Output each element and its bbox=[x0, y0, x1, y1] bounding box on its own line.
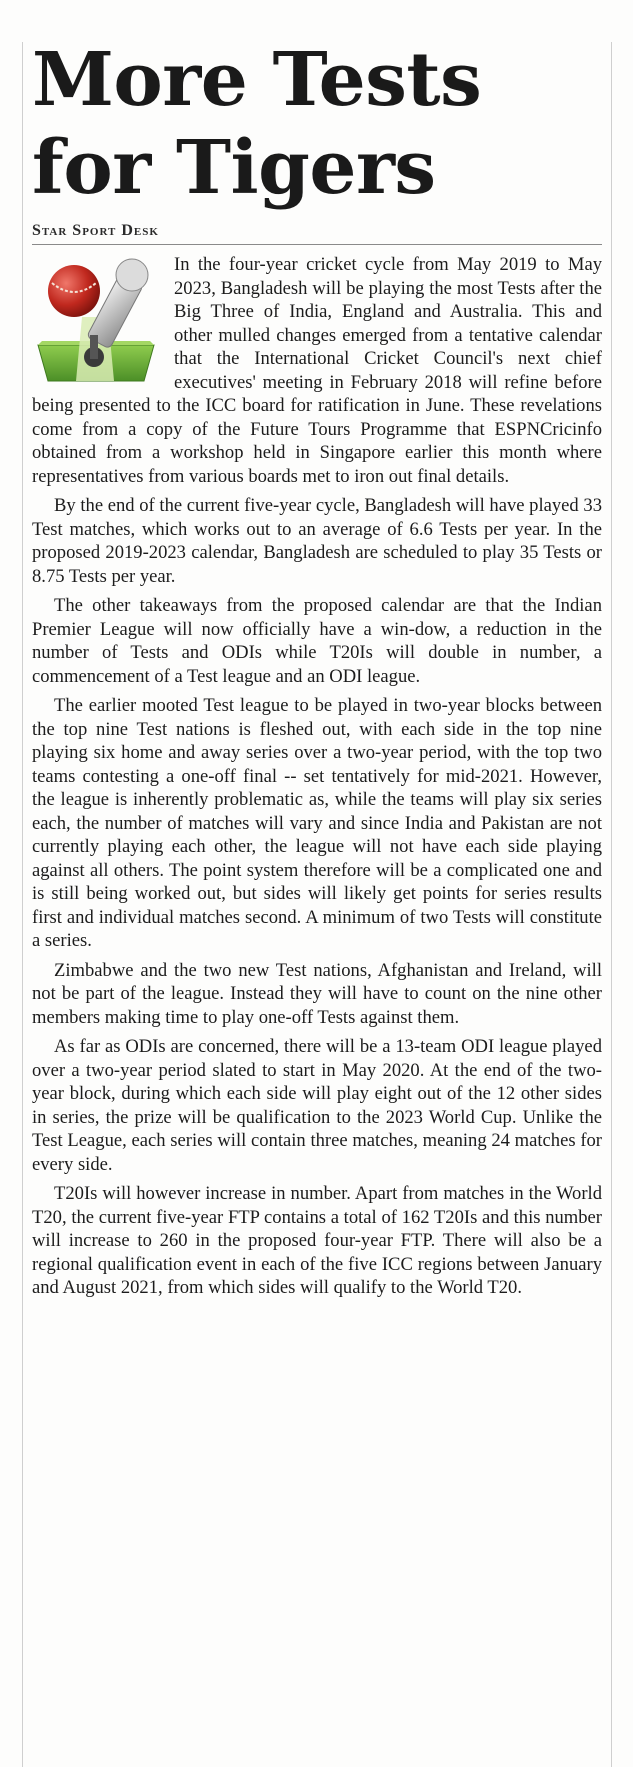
paragraph-2: By the end of the current five-year cycle, Bangladesh will have played 33 Test matches, which works out to an average of 6.6 Tests per year. In the proposed 2019-2023 calendar, Bangladesh are scheduled to play 35 Tests or 8.75 Tests per year. bbox=[32, 495, 602, 587]
article bbox=[32, 36, 602, 1306]
column-rule-left bbox=[22, 42, 23, 1767]
paragraph-6: As far as ODIs are concerned, there will be a 13-team ODI league played over a two-year period slated to start in May 2020. At the end of the two-year block, during which each side will play eight out of the 12 other sides in series, the prize will be qualification to the 2023 World Cup. Unlike the Test League, each series will contain three matches, meaning 24 matches for every side. bbox=[32, 1036, 602, 1175]
cricket-ball-microphone-pitch-icon bbox=[32, 253, 160, 387]
headline-line-1: More Tests bbox=[32, 37, 482, 123]
column-rule-right bbox=[611, 42, 612, 1767]
byline: Star Sport Desk bbox=[32, 222, 602, 245]
paragraph-4: The earlier mooted Test league to be played in two-year blocks between the top nine Test nations is fleshed out, with each side in the top nine playing six home and away series over a two-year period, with the top two teams contesting a one-off final -- set tentatively for mid-2021. However, the league is inherently problematic as, while the teams will play six series each, the number of matches will vary and since India and Pakistan are not currently playing each other, the league will not have each side playing against all others. The point system therefore will be a complicated one and is still being worked out, but sides will likely get points for series results first and individual matches second. A minimum of two Tests will constitute a series. bbox=[32, 695, 602, 951]
headline-line-2: for Tigers bbox=[32, 125, 436, 211]
paragraph-3: The other takeaways from the proposed calendar are that the Indian Premier League will now officially have a win-dow, a reduction in the number of Tests and ODIs while T20Is will double in number, a commencement of a Test league and an ODI league. bbox=[32, 595, 602, 687]
headline bbox=[32, 36, 602, 212]
paragraph-7: T20Is will however increase in number. Apart from matches in the World T20, the current five-year FTP contains a total of 162 T20Is and this number will increase to 260 in the proposed four-year FTP. There will also be a regional qualification event in each of the five ICC regions between January and August 2021, from which sides will qualify to the World T20. bbox=[32, 1183, 602, 1298]
article-body bbox=[32, 253, 602, 1300]
paragraph-1: In the four-year cricket cycle from May 2019 to May 2023, Bangladesh will be playing the most Tests after the Big Three of India, England and Australia. This and other mulled changes emerged from a tentative calendar that the International Cricket Council's next chief executives' meeting in February 2018 will refine before being presented to the ICC board for ratification in June. These revelations come from a copy of the Future Tours Programme that ESPNCricinfo obtained from a workshop held in Singapore earlier this month where representatives from various boards met to iron out final details. bbox=[32, 254, 602, 487]
paragraph-5: Zimbabwe and the two new Test nations, Afghanistan and Ireland, will not be part of the league. Instead they will have to count on the nine other members making time to play one-off Tests against them. bbox=[32, 959, 602, 1028]
